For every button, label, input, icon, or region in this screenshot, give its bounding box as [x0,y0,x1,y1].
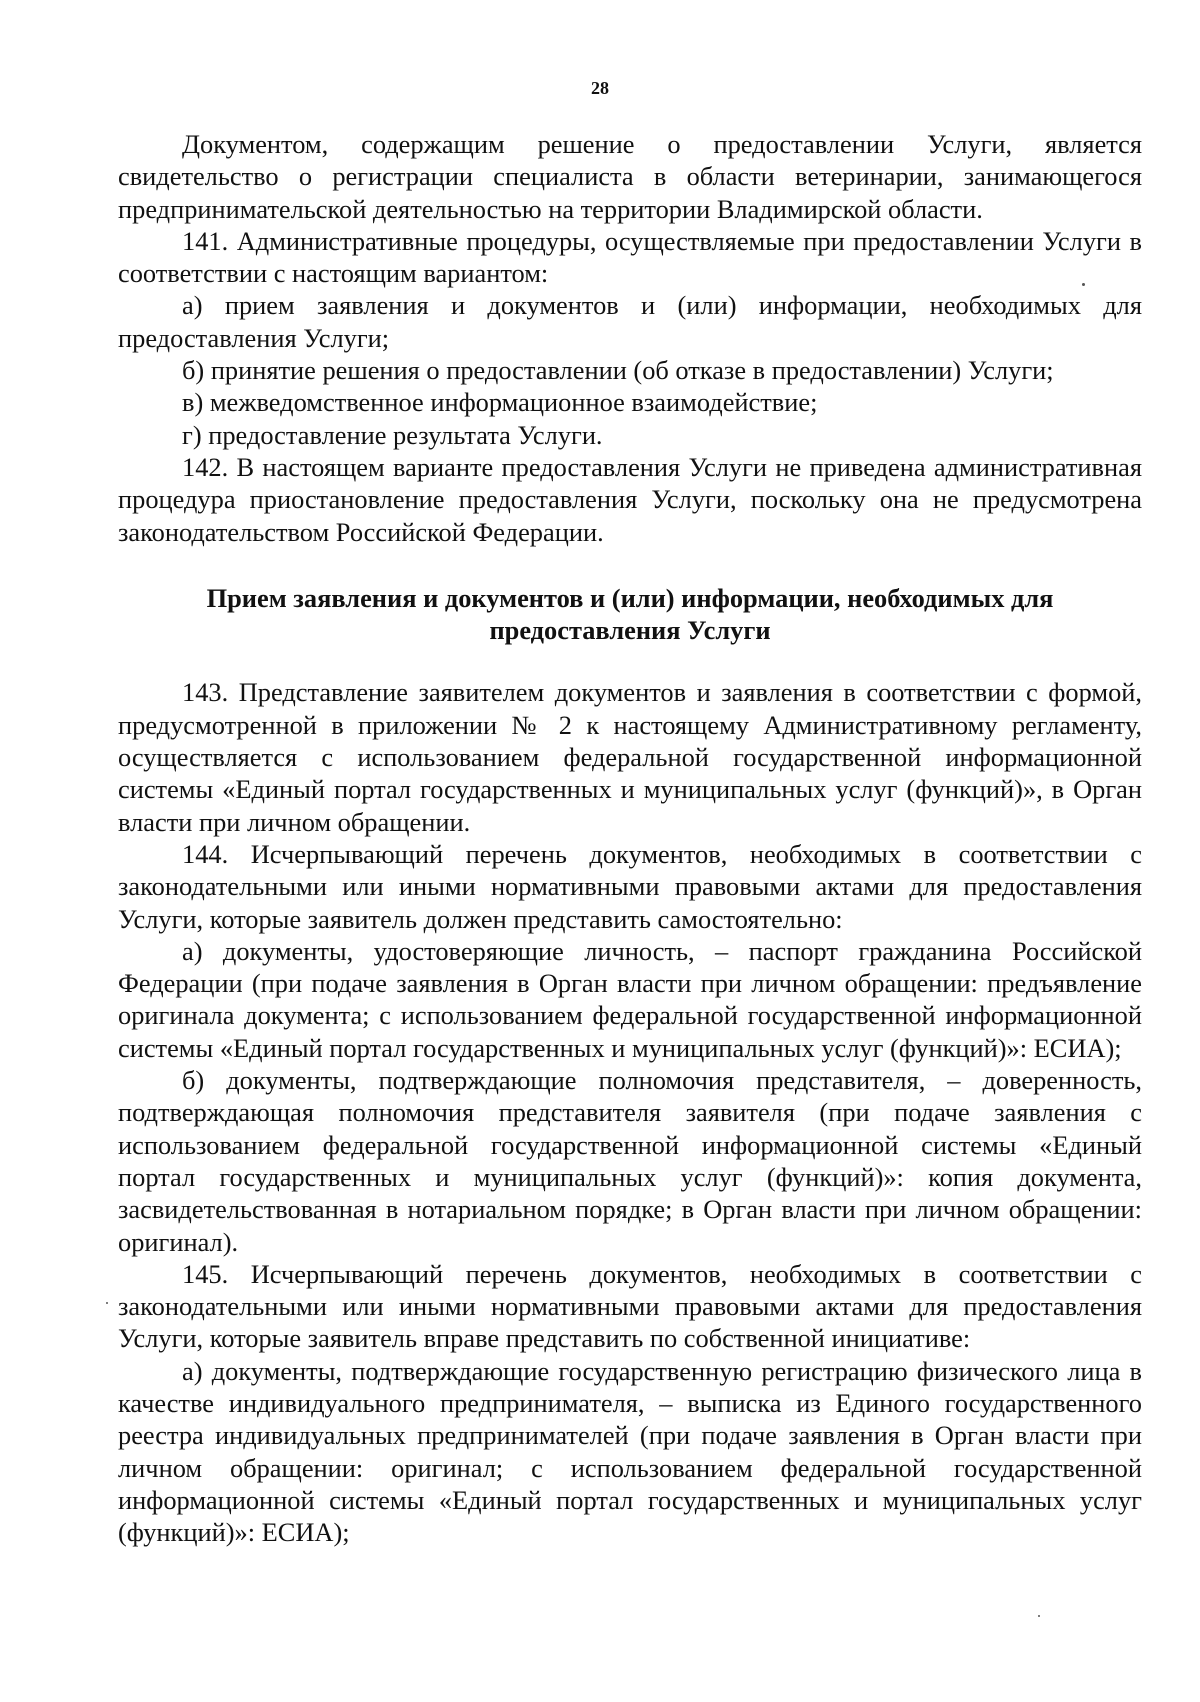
list-item-141-a: а) прием заявления и документов и (или) информации, необходимых для предоставления Услуги; [118,290,1142,353]
list-item-141-v: в) межведомственное информационное взаимодействие; [182,387,818,418]
paragraph-143: 143. Представление заявителем документов и заявления в соответствии с формой, предусмотренной в приложении № 2 к настоящему Административному регламенту, осуществляется с использованием федеральной государственной информационной системы «Единый портал государственных и муниципальных услуг (функций)», в Орган власти при личном обращении. [118,677,1142,837]
list-item-145-a: а) документы, подтверждающие государственную регистрацию физического лица в качестве индивидуального предпринимателя, – выписка из Единого государственного реестра индивидуальных предпринимателей (при подаче заявления в Орган власти при личном обращении: оригинал; с использованием федеральной государственной информационной системы «Единый портал государственных и муниципальных услуг (функций)»: ЕСИА); [118,1355,1142,1548]
paragraph-145: 145. Исчерпывающий перечень документов, необходимых в соответствии с законодательными или иными нормативными правовыми актами для предоставления Услуги, которые заявитель вправе представить по собственной инициативе: [118,1258,1142,1354]
page-number: 28 [591,78,609,98]
list-item-144-a: а) документы, удостоверяющие личность, – паспорт гражданина Российской Федерации (при подаче заявления в Орган власти при личном обращении: предъявление оригинала документа; с использованием федеральной государственной информационной системы «Единый портал государственных и муниципальных услуг (функций)»: ЕСИА); [118,935,1142,1063]
document-body [118,128,1142,1548]
scan-speck [1038,1615,1040,1617]
paragraph-142: 142. В настоящем варианте предоставления Услуги не приведена административная процедура приостановление предоставления Услуги, поскольку она не предусмотрена законодательством Российской Федерации. [118,451,1142,547]
paragraph-result-document: Документом, содержащим решение о предоставлении Услуги, является свидетельство о регистрации специалиста в области ветеринарии, занимающегося предпринимательской деятельностью на территории Владимирской области. [118,129,1142,224]
list-item-141-b: б) принятие решения о предоставлении (об отказе в предоставлении) Услуги; [182,355,1054,386]
scan-speck [1082,283,1085,286]
section-heading: Прием заявления и документов и (или) информации, необходимых для предоставления Услуги [206,582,1054,646]
paragraph-141: 141. Административные процедуры, осуществляемые при предоставлении Услуги в соответствии с настоящим вариантом: [118,225,1142,289]
list-item-144-b: б) документы, подтверждающие полномочия представителя, – доверенность, подтверждающая полномочия представителя заявителя (при подаче заявления с использованием федеральной государственной информационной системы «Единый портал государственных и муниципальных услуг (функций)»: копия документа, засвидетельствованная в нотариальном порядке; в Орган власти при личном обращении: оригинал). [118,1065,1142,1257]
scan-speck [106,1302,108,1304]
list-item-141-g: г) предоставление результата Услуги. [182,419,603,450]
paragraph-144: 144. Исчерпывающий перечень документов, необходимых в соответствии с законодательными или иными нормативными правовыми актами для предоставления Услуги, которые заявитель должен представить самостоятельно: [118,838,1142,934]
